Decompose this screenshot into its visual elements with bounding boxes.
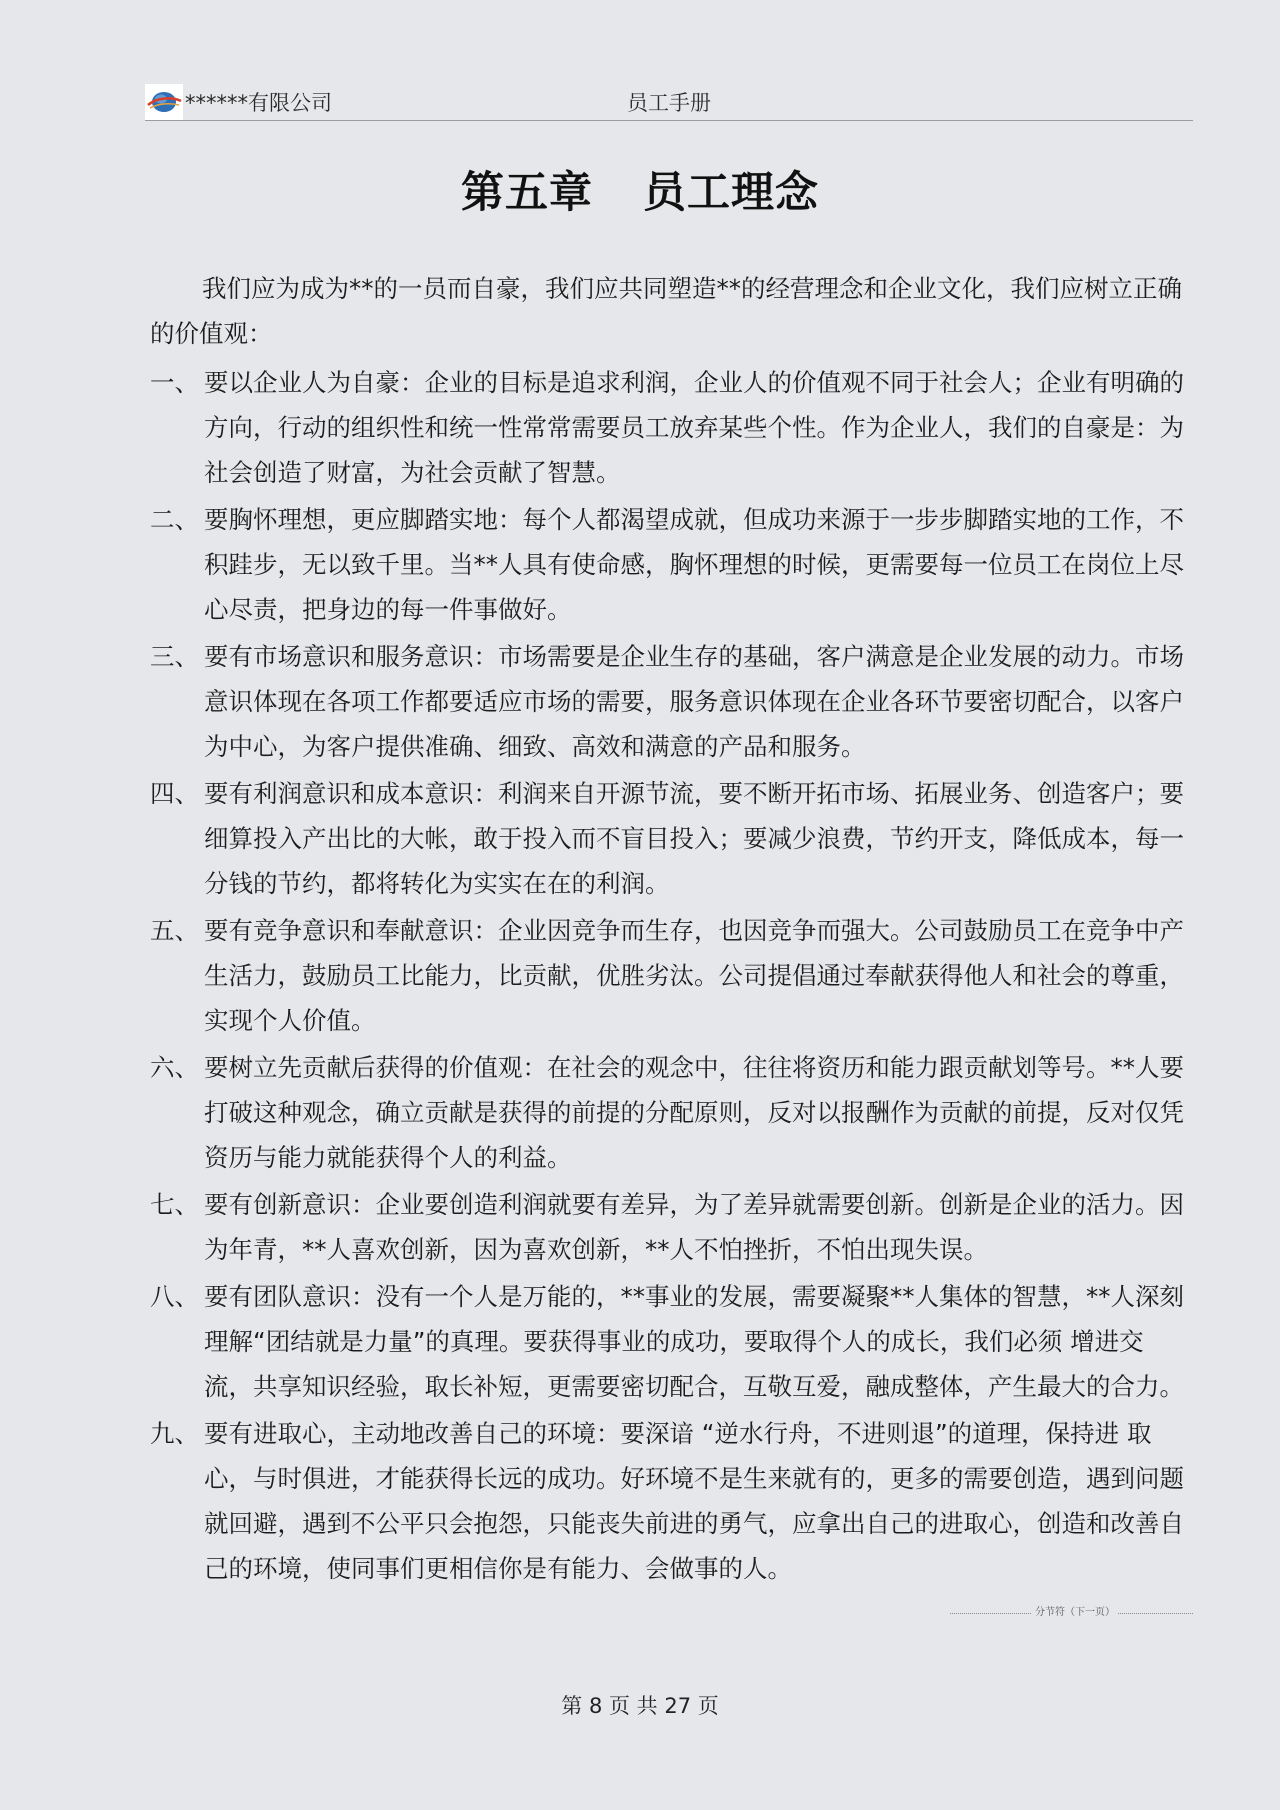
list-item-text: 要有团队意识：没有一个人是万能的，**事业的发展，需要凝聚**人集体的智慧，**人深刻理解“团结就是力量”的真理。要获得事业的成功，要取得个人的成长，我们必须 增进交流，共享知识经验，取长补短，更需要密切配合，互敬互爱，融成整体，产生最大的合力。 xyxy=(204,1282,1184,1401)
list-item xyxy=(150,360,1190,495)
section-break-label: 分节符（下一页） xyxy=(1032,1606,1118,1620)
list-item-number: 八、 xyxy=(150,1282,199,1311)
list-item-number: 四、 xyxy=(150,779,199,808)
list-item-text: 要以企业人为自豪：企业的目标是追求利润，企业人的价值观不同于社会人；企业有明确的方向，行动的组织性和统一性常常需要员工放弃某些个性。作为企业人，我们的自豪是：为社会创造了财富，为社会贡献了智慧。 xyxy=(204,368,1184,487)
document-body xyxy=(150,266,1190,1593)
list-item-number: 七、 xyxy=(150,1190,199,1219)
list-item-number: 一、 xyxy=(150,368,199,397)
list-item xyxy=(150,1274,1190,1409)
chapter-title: 员工理念 xyxy=(643,168,819,218)
chapter-heading xyxy=(0,163,1280,223)
list-item xyxy=(150,771,1190,906)
list-item-text: 要胸怀理想，更应脚踏实地：每个人都渴望成就，但成功来源于一步步脚踏实地的工作，不积跬步，无以致千里。当**人具有使命感，胸怀理想的时候，更需要每一位员工在岗位上尽心尽责，把身边的每一件事做好。 xyxy=(204,505,1184,624)
company-name: ******有限公司 xyxy=(185,91,332,115)
page-number-footer: 第 8 页 共 27 页 xyxy=(561,1694,719,1718)
list-item xyxy=(150,1182,1190,1272)
list-item xyxy=(150,634,1190,769)
list-item xyxy=(150,1411,1190,1591)
section-break-marker xyxy=(950,1607,1193,1628)
list-item-number: 五、 xyxy=(150,916,199,945)
list-item xyxy=(150,1045,1190,1180)
list-item-text: 要有进取心，主动地改善自己的环境：要深谙 “逆水行舟，不进则退”的道理，保持进 取心，与时俱进，才能获得长远的成功。好环境不是生来就有的，更多的需要创造，遇到问题就回避，遇到不公平只会抱怨，只能丧失前进的勇气，应拿出自己的进取心，创造和改善自己的环境，使同事们更相信你是有能力、会做事的人。 xyxy=(204,1419,1184,1583)
intro-paragraph: 我们应为成为**的一员而自豪，我们应共同塑造**的经营理念和企业文化，我们应树立正确的价值观： xyxy=(150,274,1182,348)
list-item-number: 九、 xyxy=(150,1419,199,1448)
list-item-text: 要树立先贡献后获得的价值观：在社会的观念中，往往将资历和能力跟贡献划等号。**人要打破这种观念，确立贡献是获得的前提的分配原则，反对以报酬作为贡献的前提，反对仅凭资历与能力就能获得个人的利益。 xyxy=(204,1053,1184,1172)
list-item xyxy=(150,497,1190,632)
list-item-text: 要有市场意识和服务意识：市场需要是企业生存的基础，客户满意是企业发展的动力。市场意识体现在各项工作都要适应市场的需要，服务意识体现在企业各环节要密切配合，以客户为中心，为客户提供准确、细致、高效和满意的产品和服务。 xyxy=(204,642,1184,761)
list-item-text: 要有竞争意识和奉献意识：企业因竞争而生存，也因竞争而强大。公司鼓励员工在竞争中产生活力，鼓励员工比能力，比贡献，优胜劣汰。公司提倡通过奉献获得他人和社会的尊重，实现个人价值。 xyxy=(204,916,1184,1035)
list-item-number: 六、 xyxy=(150,1053,199,1082)
list-item-number: 二、 xyxy=(150,505,199,534)
list-item-number: 三、 xyxy=(150,642,199,671)
header-title: 员工手册 xyxy=(627,91,711,115)
list-item-text: 要有利润意识和成本意识：利润来自开源节流，要不断开拓市场、拓展业务、创造客户；要细算投入产出比的大帐，敢于投入而不盲目投入；要减少浪费，节约开支，降低成本，每一分钱的节约，都将转化为实实在在的利润。 xyxy=(204,779,1184,898)
list-item xyxy=(150,908,1190,1043)
list-item-text: 要有创新意识：企业要创造利润就要有差异，为了差异就需要创新。创新是企业的活力。因为年青，**人喜欢创新，因为喜欢创新，**人不怕挫折，不怕出现失误。 xyxy=(204,1190,1184,1264)
page-header xyxy=(145,84,1193,121)
chapter-number: 第五章 xyxy=(461,168,593,218)
